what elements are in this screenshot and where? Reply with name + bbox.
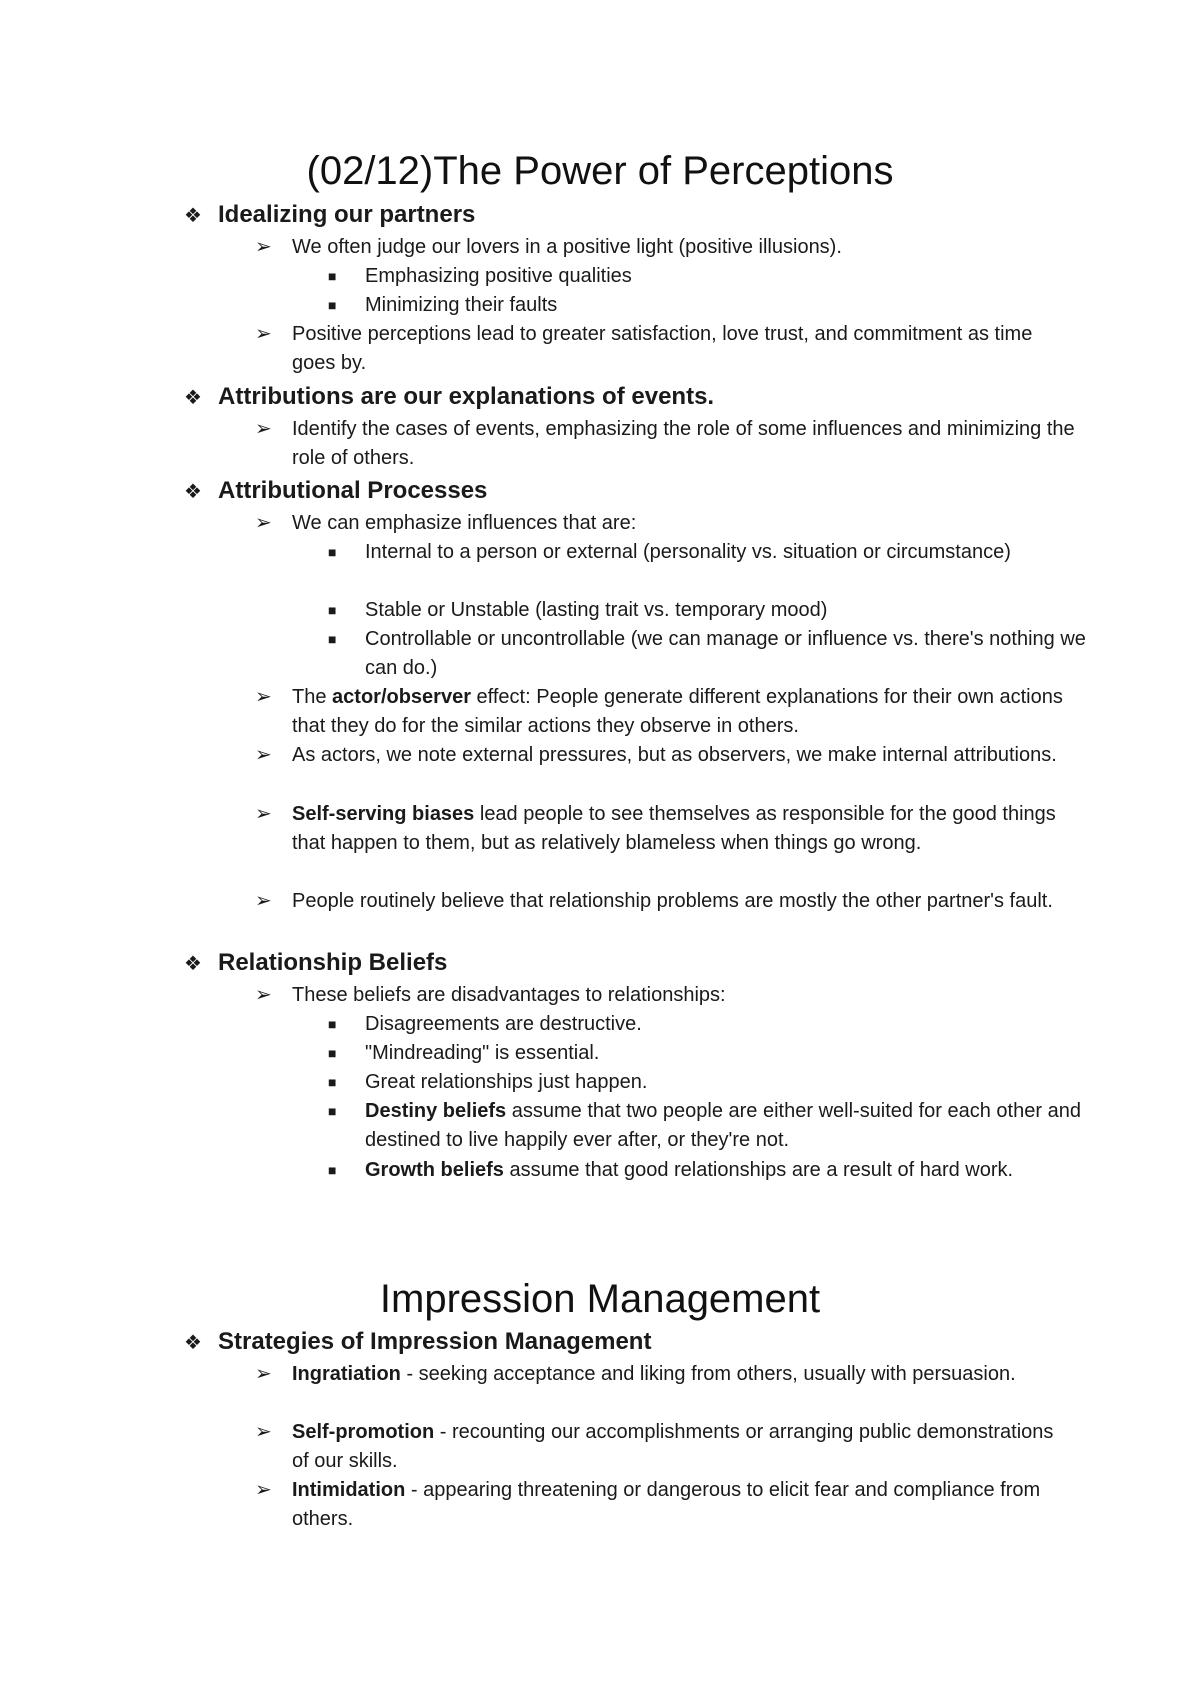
list-item: ➢ We often judge our lovers in a positive light (positive illusions).: [255, 233, 1075, 262]
arrow-bullet-icon: ➢: [255, 1479, 272, 1501]
list-item: ■ "Mindreading" is essential.: [328, 1039, 1088, 1068]
list-item: ■ Internal to a person or external (personality vs. situation or circumstance): [328, 538, 1088, 567]
square-bullet-icon: ■: [328, 1045, 337, 1061]
section-title: Impression Management: [379, 1277, 821, 1321]
square-bullet-icon: ■: [328, 1103, 337, 1119]
list-item: ■ Disagreements are destructive.: [328, 1010, 1088, 1039]
heading-idealizing: ❖ Idealizing our partners: [184, 200, 475, 231]
square-bullet-icon: ■: [328, 544, 337, 560]
bold-term: Self-promotion: [292, 1421, 435, 1443]
diamond-bullet-icon: ❖: [184, 387, 202, 409]
square-bullet-icon: ■: [328, 268, 337, 284]
arrow-bullet-icon: ➢: [255, 984, 272, 1006]
heading-strategies: ❖ Strategies of Impression Management: [184, 1327, 651, 1358]
page-title: (02/12)The Power of Perceptions: [306, 149, 894, 193]
list-item: ➢ Self-promotion - recounting our accomplishments or arranging public demonstrations of our skills.: [255, 1418, 1075, 1476]
list-item: ➢ Ingratiation - seeking acceptance and liking from others, usually with persuasion.: [255, 1360, 1075, 1389]
bold-term: Self-serving biases: [292, 803, 475, 825]
list-item: ➢ Self-serving biases lead people to see themselves as responsible for the good things that happen to them, but as relatively blameless when things go wrong.: [255, 800, 1075, 858]
diamond-bullet-icon: ❖: [184, 205, 202, 227]
list-item: ➢ We can emphasize influences that are:: [255, 509, 1075, 538]
bold-term: Growth beliefs: [365, 1159, 504, 1181]
heading-attributional-processes: ❖ Attributional Processes: [184, 476, 487, 507]
bold-term: Destiny beliefs: [365, 1100, 507, 1122]
list-item: ➢ Intimidation - appearing threatening or dangerous to elicit fear and compliance from others.: [255, 1476, 1075, 1534]
square-bullet-icon: ■: [328, 1162, 337, 1178]
list-item: ■ Stable or Unstable (lasting trait vs. temporary mood): [328, 596, 1088, 625]
list-item: ➢ These beliefs are disadvantages to relationships:: [255, 981, 1075, 1010]
arrow-bullet-icon: ➢: [255, 1363, 272, 1385]
heading-attributions: ❖ Attributions are our explanations of events.: [184, 382, 714, 413]
square-bullet-icon: ■: [328, 1016, 337, 1032]
diamond-bullet-icon: ❖: [184, 953, 202, 975]
square-bullet-icon: ■: [328, 297, 337, 313]
arrow-bullet-icon: ➢: [255, 512, 272, 534]
list-item: ■ Minimizing their faults: [328, 291, 1088, 320]
arrow-bullet-icon: ➢: [255, 1421, 272, 1443]
bold-term: Ingratiation: [292, 1363, 401, 1385]
square-bullet-icon: ■: [328, 602, 337, 618]
square-bullet-icon: ■: [328, 631, 337, 647]
arrow-bullet-icon: ➢: [255, 686, 272, 708]
list-item: ■ Emphasizing positive qualities: [328, 262, 1088, 291]
list-item: ➢ Identify the cases of events, emphasizing the role of some influences and minimizing the role of others.: [255, 415, 1075, 473]
arrow-bullet-icon: ➢: [255, 744, 272, 766]
diamond-bullet-icon: ❖: [184, 1332, 202, 1354]
bold-term: Intimidation: [292, 1479, 406, 1501]
arrow-bullet-icon: ➢: [255, 418, 272, 440]
list-item: ■ Destiny beliefs assume that two people are either well-suited for each other and destined to live happily ever after, or they're not.: [328, 1097, 1088, 1155]
arrow-bullet-icon: ➢: [255, 803, 272, 825]
list-item: ■ Growth beliefs assume that good relationships are a result of hard work.: [328, 1156, 1088, 1185]
list-item: ➢ People routinely believe that relationship problems are mostly the other partner's fault.: [255, 887, 1075, 916]
list-item: ■ Great relationships just happen.: [328, 1068, 1088, 1097]
list-item: ➢ Positive perceptions lead to greater satisfaction, love trust, and commitment as time goes by.: [255, 320, 1075, 378]
square-bullet-icon: ■: [328, 1074, 337, 1090]
arrow-bullet-icon: ➢: [255, 236, 272, 258]
list-item: ➢ The actor/observer effect: People generate different explanations for their own actions that they do for the similar actions they observe in others.: [255, 683, 1075, 741]
diamond-bullet-icon: ❖: [184, 481, 202, 503]
heading-relationship-beliefs: ❖ Relationship Beliefs: [184, 948, 447, 979]
arrow-bullet-icon: ➢: [255, 890, 272, 912]
arrow-bullet-icon: ➢: [255, 323, 272, 345]
list-item: ■ Controllable or uncontrollable (we can manage or influence vs. there's nothing we can do.): [328, 625, 1088, 683]
bold-term: actor/observer: [332, 686, 471, 708]
list-item: ➢ As actors, we note external pressures, but as observers, we make internal attributions.: [255, 741, 1075, 770]
